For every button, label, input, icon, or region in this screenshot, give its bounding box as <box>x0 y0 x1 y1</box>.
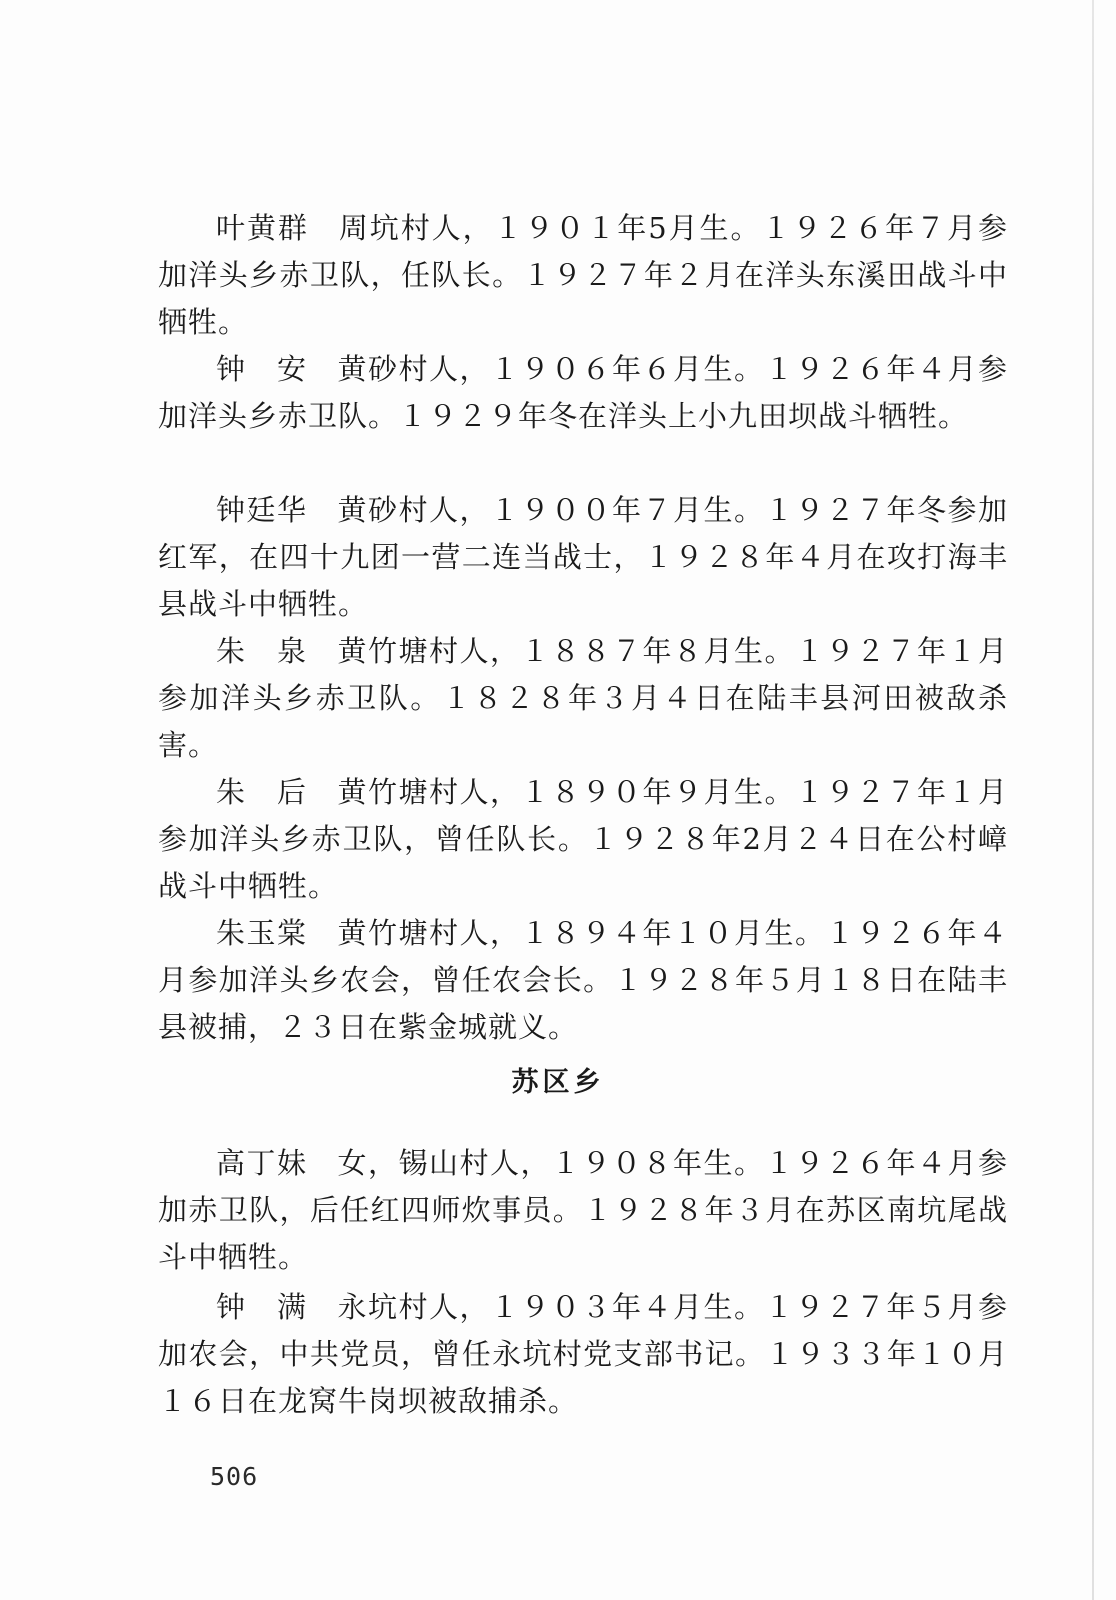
biography-entry <box>158 628 1008 769</box>
section-heading: 苏区乡 <box>511 1067 605 1098</box>
biography-text: 黄竹塘村人，１８８７年８月生。１９２７年１月参加洋头乡赤卫队。１８２８年３月４日在陆丰县河田被敌杀害。 <box>158 634 1008 762</box>
biography-entry <box>158 205 1008 346</box>
person-name: 钟 满 <box>216 1290 308 1324</box>
page-edge-shadow <box>1092 0 1094 1600</box>
biography-text: 女，锡山村人，１９０８年生。１９２６年４月参加赤卫队，后任红四师炊事员。１９２８年３月在苏区南坑尾战斗中牺牲。 <box>158 1146 1008 1274</box>
biography-entry <box>158 769 1008 910</box>
person-name: 朱 泉 <box>216 634 308 668</box>
biography-text: 周坑村人，１９０１年5月生。１９２６年７月参加洋头乡赤卫队，任队长。１９２７年２月在洋头东溪田战斗中牺牲。 <box>158 211 1008 339</box>
biography-text: 黄砂村人，１９０６年６月生。１９２６年４月参加洋头乡赤卫队。１９２９年冬在洋头上小九田坝战斗牺牲。 <box>158 352 1008 433</box>
biography-text: 永坑村人，１９０３年４月生。１９２７年５月参加农会，中共党员，曾任永坑村党支部书记。１９３３年１０月１６日在龙窝牛岗坝被敌捕杀。 <box>158 1290 1008 1418</box>
page-number: 506 <box>210 1462 259 1491</box>
person-name: 钟廷华 <box>216 493 308 527</box>
biography-entry <box>158 910 1008 1051</box>
person-name: 朱 后 <box>216 775 308 809</box>
person-name: 朱玉棠 <box>216 916 308 950</box>
biography-text: 黄砂村人，１９００年７月生。１９２７年冬参加红军，在四十九团一营二连当战士，１９２８年４月在攻打海丰县战斗中牺牲。 <box>158 493 1008 621</box>
biography-text: 黄竹塘村人，１８９４年１０月生。１９２６年４月参加洋头乡农会，曾任农会长。１９２８年５月１８日在陆丰县被捕，２３日在紫金城就义。 <box>158 916 1008 1044</box>
person-name: 钟 安 <box>216 352 308 386</box>
biography-entry <box>158 346 1008 440</box>
biography-text: 黄竹塘村人，１８９０年９月生。１９２７年１月参加洋头乡赤卫队，曾任队长。１９２８年2月２４日在公村嶂战斗中牺牲。 <box>158 775 1008 903</box>
biography-entry <box>158 1284 1008 1425</box>
person-name: 叶黄群 <box>216 211 309 245</box>
biography-entry <box>158 487 1008 628</box>
person-name: 高丁妹 <box>216 1146 308 1180</box>
biography-entry <box>158 1140 1008 1281</box>
